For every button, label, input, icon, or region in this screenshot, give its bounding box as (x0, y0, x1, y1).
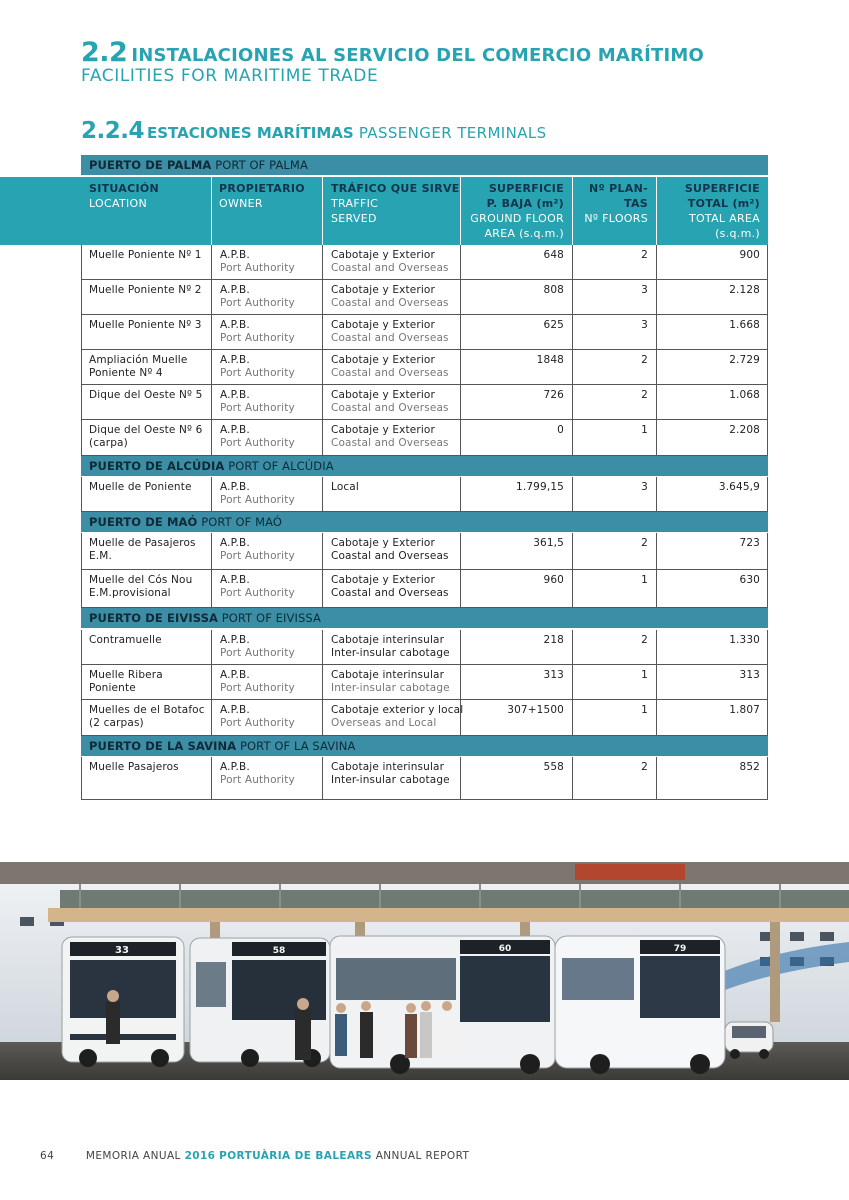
header-location: SITUACIÓN LOCATION (89, 182, 160, 210)
footer-year: 2016 (184, 1150, 216, 1162)
cell-ground-area: 218 (543, 634, 564, 646)
cell-traffic: Cabotaje y Exterior Coastal and Overseas (331, 389, 449, 414)
cell-floors: 1 (641, 704, 648, 716)
cell-owner: A.P.B. Port Authority (220, 284, 295, 309)
header-traffic: TRÁFICO QUE SIRVE TRAFFIC SERVED (331, 182, 460, 225)
cell-ground-area: 1848 (536, 354, 564, 366)
header-ground-floor-area: SUPERFICIE P. BAJA (m²) GROUND FLOOR AREA (s.q.m.) (470, 182, 564, 240)
subsection-title-es: ESTACIONES MARÍTIMAS (147, 124, 354, 142)
cell-location: Muelle del Cós Nou E.M.provisional (89, 574, 193, 599)
cell-total-area: 900 (739, 249, 760, 261)
cell-total-area: 1.807 (729, 704, 760, 716)
footer-org: PORTUÀRIA DE BALEARS (219, 1150, 372, 1162)
cell-ground-area: 361,5 (533, 537, 564, 549)
cell-floors: 2 (641, 537, 648, 549)
cell-floors: 3 (641, 284, 648, 296)
section-number: 2.2 (81, 37, 128, 68)
port-name-es: PUERTO DE ALCÚDIA (89, 459, 225, 473)
cell-total-area: 1.330 (729, 634, 760, 646)
cell-traffic: Cabotaje y Exterior Coastal and Overseas (331, 537, 449, 562)
cell-traffic: Cabotaje y Exterior Coastal and Overseas (331, 249, 449, 274)
cell-location: Muelles de el Botafoc (2 carpas) (89, 704, 205, 729)
table-row (81, 420, 768, 456)
table-row (81, 385, 768, 420)
cell-total-area: 313 (739, 669, 760, 681)
subsection-number: 2.2.4 (81, 118, 144, 144)
port-header (81, 608, 768, 628)
port-name-es: PUERTO DE MAÓ (89, 515, 198, 529)
cell-owner: A.P.B. Port Authority (220, 704, 295, 729)
subsection-title (81, 118, 547, 144)
cell-owner: A.P.B. Port Authority (220, 574, 295, 599)
cell-total-area: 1.068 (729, 389, 760, 401)
port-name-es: PUERTO DE EIVISSA (89, 611, 218, 625)
cell-owner: A.P.B. Port Authority (220, 354, 295, 379)
port-header-palma (81, 155, 768, 175)
table-row (81, 533, 768, 570)
table-row (81, 245, 768, 280)
cell-location: Muelle Pasajeros (89, 761, 179, 773)
subsection-title-en: PASSENGER TERMINALS (358, 124, 547, 142)
cell-owner: A.P.B. Port Authority (220, 481, 295, 506)
cell-ground-area: 808 (543, 284, 564, 296)
cell-total-area: 2.729 (729, 354, 760, 366)
cell-ground-area: 625 (543, 319, 564, 331)
cell-floors: 2 (641, 634, 648, 646)
cell-total-area: 2.208 (729, 424, 760, 436)
cell-ground-area: 307+1500 (507, 704, 564, 716)
port-header (81, 456, 768, 476)
cell-ground-area: 726 (543, 389, 564, 401)
table-row (81, 570, 768, 608)
terminal-buses-photo (0, 862, 849, 1080)
cell-floors: 2 (641, 354, 648, 366)
cell-floors: 2 (641, 249, 648, 261)
cell-ground-area: 313 (543, 669, 564, 681)
cell-owner: A.P.B. Port Authority (220, 389, 295, 414)
cell-location: Muelle Poniente Nº 2 (89, 284, 202, 296)
bus-number-label: 79 (673, 944, 687, 954)
cell-traffic: Local (331, 481, 359, 493)
cell-location: Muelle de Pasajeros E.M. (89, 537, 196, 562)
footer-pre: MEMORIA ANUAL (85, 1150, 181, 1162)
header-owner: PROPIETARIO OWNER (219, 182, 305, 210)
cell-traffic: Cabotaje interinsular Inter-insular cabotage (331, 634, 450, 659)
cell-location: Muelle Ribera Poniente (89, 669, 163, 694)
cell-floors: 1 (641, 424, 648, 436)
table-row (81, 700, 768, 736)
cell-total-area: 3.645,9 (718, 481, 760, 493)
cell-total-area: 2.128 (729, 284, 760, 296)
port-name-en: PORT OF ALCÚDIA (228, 459, 334, 473)
port-header (81, 512, 768, 532)
cell-traffic: Cabotaje interinsular Inter-insular cabotage (331, 761, 450, 786)
cell-owner: A.P.B. Port Authority (220, 634, 295, 659)
cell-traffic: Cabotaje y Exterior Coastal and Overseas (331, 574, 449, 599)
cell-total-area: 1.668 (729, 319, 760, 331)
cell-traffic: Cabotaje exterior y local Overseas and Local (331, 704, 464, 729)
cell-floors: 2 (641, 761, 648, 773)
port-name-en: PORT OF EIVISSA (221, 611, 321, 625)
table-row (81, 477, 768, 512)
cell-traffic: Cabotaje y Exterior Coastal and Overseas (331, 424, 449, 449)
cell-traffic: Cabotaje y Exterior Coastal and Overseas (331, 319, 449, 344)
cell-owner: A.P.B. Port Authority (220, 669, 295, 694)
table-row (81, 665, 768, 700)
section-title-es: INSTALACIONES AL SERVICIO DEL COMERCIO MARÍTIMO (131, 45, 704, 66)
cell-owner: A.P.B. Port Authority (220, 537, 295, 562)
section-title (81, 37, 704, 68)
port-name-en: PORT OF MAÓ (201, 515, 283, 529)
cell-location: Muelle de Poniente (89, 481, 192, 493)
cell-total-area: 852 (739, 761, 760, 773)
port-name-en: PORT OF PALMA (215, 158, 308, 172)
cell-traffic: Cabotaje y Exterior Coastal and Overseas (331, 284, 449, 309)
cell-location: Dique del Oeste Nº 5 (89, 389, 203, 401)
table-row (81, 280, 768, 315)
cell-ground-area: 558 (543, 761, 564, 773)
cell-location: Muelle Poniente Nº 3 (89, 319, 202, 331)
cell-ground-area: 648 (543, 249, 564, 261)
cell-floors: 3 (641, 319, 648, 331)
cell-owner: A.P.B. Port Authority (220, 249, 295, 274)
table-row (81, 350, 768, 385)
cell-floors: 3 (641, 481, 648, 493)
cell-floors: 2 (641, 389, 648, 401)
cell-owner: A.P.B. Port Authority (220, 319, 295, 344)
port-name-es: PUERTO DE PALMA (89, 158, 212, 172)
cell-floors: 1 (641, 669, 648, 681)
cell-traffic: Cabotaje y Exterior Coastal and Overseas (331, 354, 449, 379)
cell-owner: A.P.B. Port Authority (220, 424, 295, 449)
bus-number-label: 33 (115, 945, 129, 956)
cell-location: Ampliación Muelle Poniente Nº 4 (89, 354, 188, 379)
cell-location: Muelle Poniente Nº 1 (89, 249, 202, 261)
footer-post: ANNUAL REPORT (375, 1150, 470, 1162)
cell-total-area: 723 (739, 537, 760, 549)
header-total-area: SUPERFICIE TOTAL (m²) TOTAL AREA (s.q.m.) (684, 182, 760, 240)
header-floors: Nº PLAN- TAS Nº FLOORS (584, 182, 648, 225)
cell-location: Dique del Oeste Nº 6 (carpa) (89, 424, 203, 449)
bus-number-label: 58 (272, 946, 286, 956)
port-header (81, 736, 768, 756)
port-name-es: PUERTO DE LA SAVINA (89, 739, 237, 753)
cell-floors: 1 (641, 574, 648, 586)
cell-ground-area: 1.799,15 (516, 481, 564, 493)
table-row (81, 757, 768, 800)
table-row (81, 630, 768, 665)
table-row (81, 315, 768, 350)
page-number: 64 (40, 1150, 55, 1162)
section-title-en: FACILITIES FOR MARITIME TRADE (81, 66, 379, 86)
cell-total-area: 630 (739, 574, 760, 586)
cell-ground-area: 0 (557, 424, 564, 436)
page-footer (40, 1150, 469, 1162)
table-column-header (0, 177, 768, 245)
cell-location: Contramuelle (89, 634, 162, 646)
cell-traffic: Cabotaje interinsular Inter-insular cabotage (331, 669, 450, 694)
bus-number-label: 60 (498, 944, 512, 954)
cell-ground-area: 960 (543, 574, 564, 586)
port-name-en: PORT OF LA SAVINA (240, 739, 356, 753)
cell-owner: A.P.B. Port Authority (220, 761, 295, 786)
